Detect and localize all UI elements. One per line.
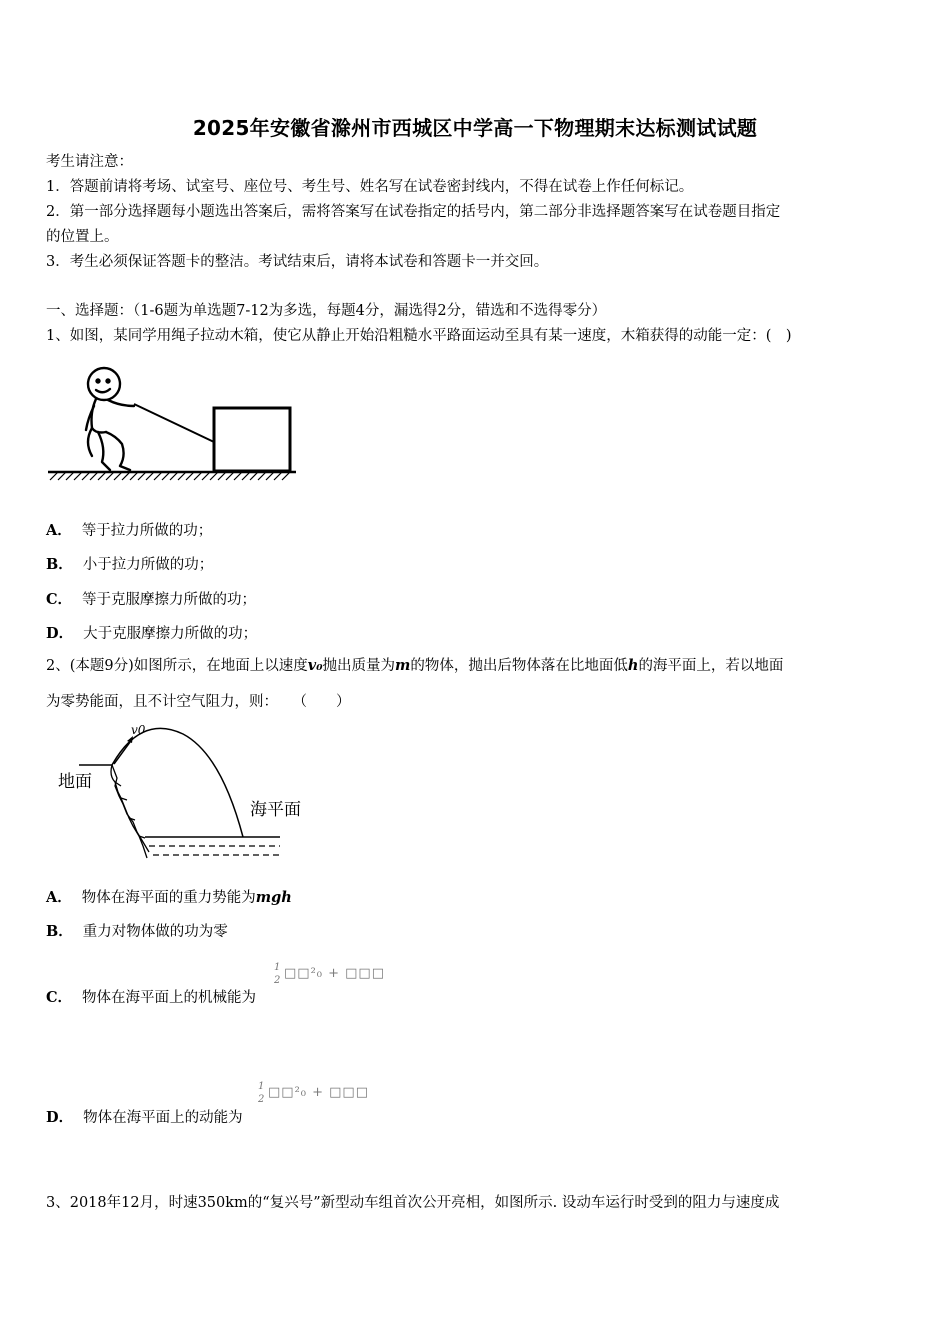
question-1-figure — [46, 362, 302, 484]
option-text: 大于克服摩擦力所做的功； — [83, 626, 258, 642]
option-label: C． — [46, 989, 73, 1006]
formula-numerator: 1 — [258, 1081, 265, 1092]
option-text: 小于拉力所做的功； — [82, 557, 214, 573]
mass-symbol: m — [395, 657, 411, 674]
stem-part: 抛出质量为 — [322, 658, 396, 674]
stem-part: 2、(本题9分)如图所示，在地面上以速度 — [46, 658, 308, 674]
notice-item: 1．答题前请将考场、试室号、座位号、考生号、姓名写在试卷密封线内，不得在试卷上作任何标记。 — [46, 179, 694, 195]
option-label: D． — [46, 625, 74, 642]
option-text: 物体在海平面上的机械能为 — [82, 990, 257, 1006]
q1-option-d[interactable] — [46, 622, 257, 643]
option-text: 物体在海平面的重力势能为 — [81, 890, 256, 906]
option-text: 等于克服摩擦力所做的功； — [82, 592, 257, 608]
option-label: B． — [46, 923, 73, 940]
option-formula: mgh — [255, 889, 292, 906]
section-heading: 一、选择题：（1-6题为单选题7-12为多选，每题4分，漏选得2分，错选和不选得零分） — [46, 303, 607, 319]
q2-option-c[interactable] — [46, 986, 256, 1007]
formula-denominator: 2 — [258, 1094, 265, 1105]
q1-option-c[interactable] — [46, 588, 256, 609]
formula-body: □□²₀ + □□□ — [284, 966, 385, 981]
q1-option-a[interactable] — [46, 519, 212, 540]
formula-image — [274, 962, 384, 990]
option-label: C． — [46, 591, 73, 608]
stem-part: 的海平面上，若以地面 — [638, 658, 784, 674]
question-3-stem: 3、2018年12月，时速350km的“复兴号”新型动车组首次公开亮相，如图所示. 设动车运行时受到的阻力与速度成 — [46, 1195, 780, 1211]
question-2-figure — [55, 720, 301, 865]
q2-option-b[interactable] — [46, 920, 228, 941]
q1-option-b[interactable] — [46, 553, 213, 574]
notice-item: 2．第一部分选择题每小题选出答案后，需将答案写在试卷指定的括号内，第二部分非选择题答案写在试卷题目指定 — [46, 204, 781, 220]
notice-item: 的位置上。 — [46, 229, 119, 245]
formula-denominator: 2 — [274, 975, 281, 986]
stem-part: 的物体，抛出后物体落在比地面低 — [410, 658, 628, 674]
page-title: 2025年安徽省滁州市西城区中学高一下物理期末达标测试试题 — [192, 116, 758, 140]
option-label: B． — [46, 556, 73, 573]
formula-numerator: 1 — [274, 962, 281, 973]
option-label: D． — [46, 1109, 74, 1126]
option-label: A． — [46, 889, 72, 906]
notice-item: 3．考生必须保证答题卡的整洁。考试结束后，请将本试卷和答题卡一并交回。 — [46, 254, 549, 270]
option-text: 物体在海平面上的动能为 — [83, 1110, 243, 1126]
height-symbol: h — [627, 657, 639, 674]
q2-option-a[interactable] — [46, 886, 292, 907]
sea-label: 海平面 — [250, 800, 301, 820]
option-label: A． — [46, 522, 72, 539]
notice-heading: 考生请注意： — [46, 154, 133, 170]
q2-option-d[interactable] — [46, 1106, 243, 1127]
ground-label: 地面 — [58, 772, 92, 792]
formula-body: □□²₀ + □□□ — [268, 1085, 369, 1100]
velocity-label: v0 — [131, 723, 146, 737]
question-1-stem: 1、如图，某同学用绳子拉动木箱，使它从静止开始沿粗糙水平路面运动至具有某一速度，木箱获得的动能一定：( ) — [46, 328, 792, 344]
question-2-stem-line2: 为零势能面，且不计空气阻力，则： （ ） — [46, 694, 351, 710]
formula-image — [258, 1081, 368, 1109]
question-2-stem — [46, 656, 783, 676]
option-text: 重力对物体做的功为零 — [82, 924, 228, 940]
v0-symbol: v₀ — [307, 657, 323, 674]
option-text: 等于拉力所做的功； — [81, 523, 213, 539]
